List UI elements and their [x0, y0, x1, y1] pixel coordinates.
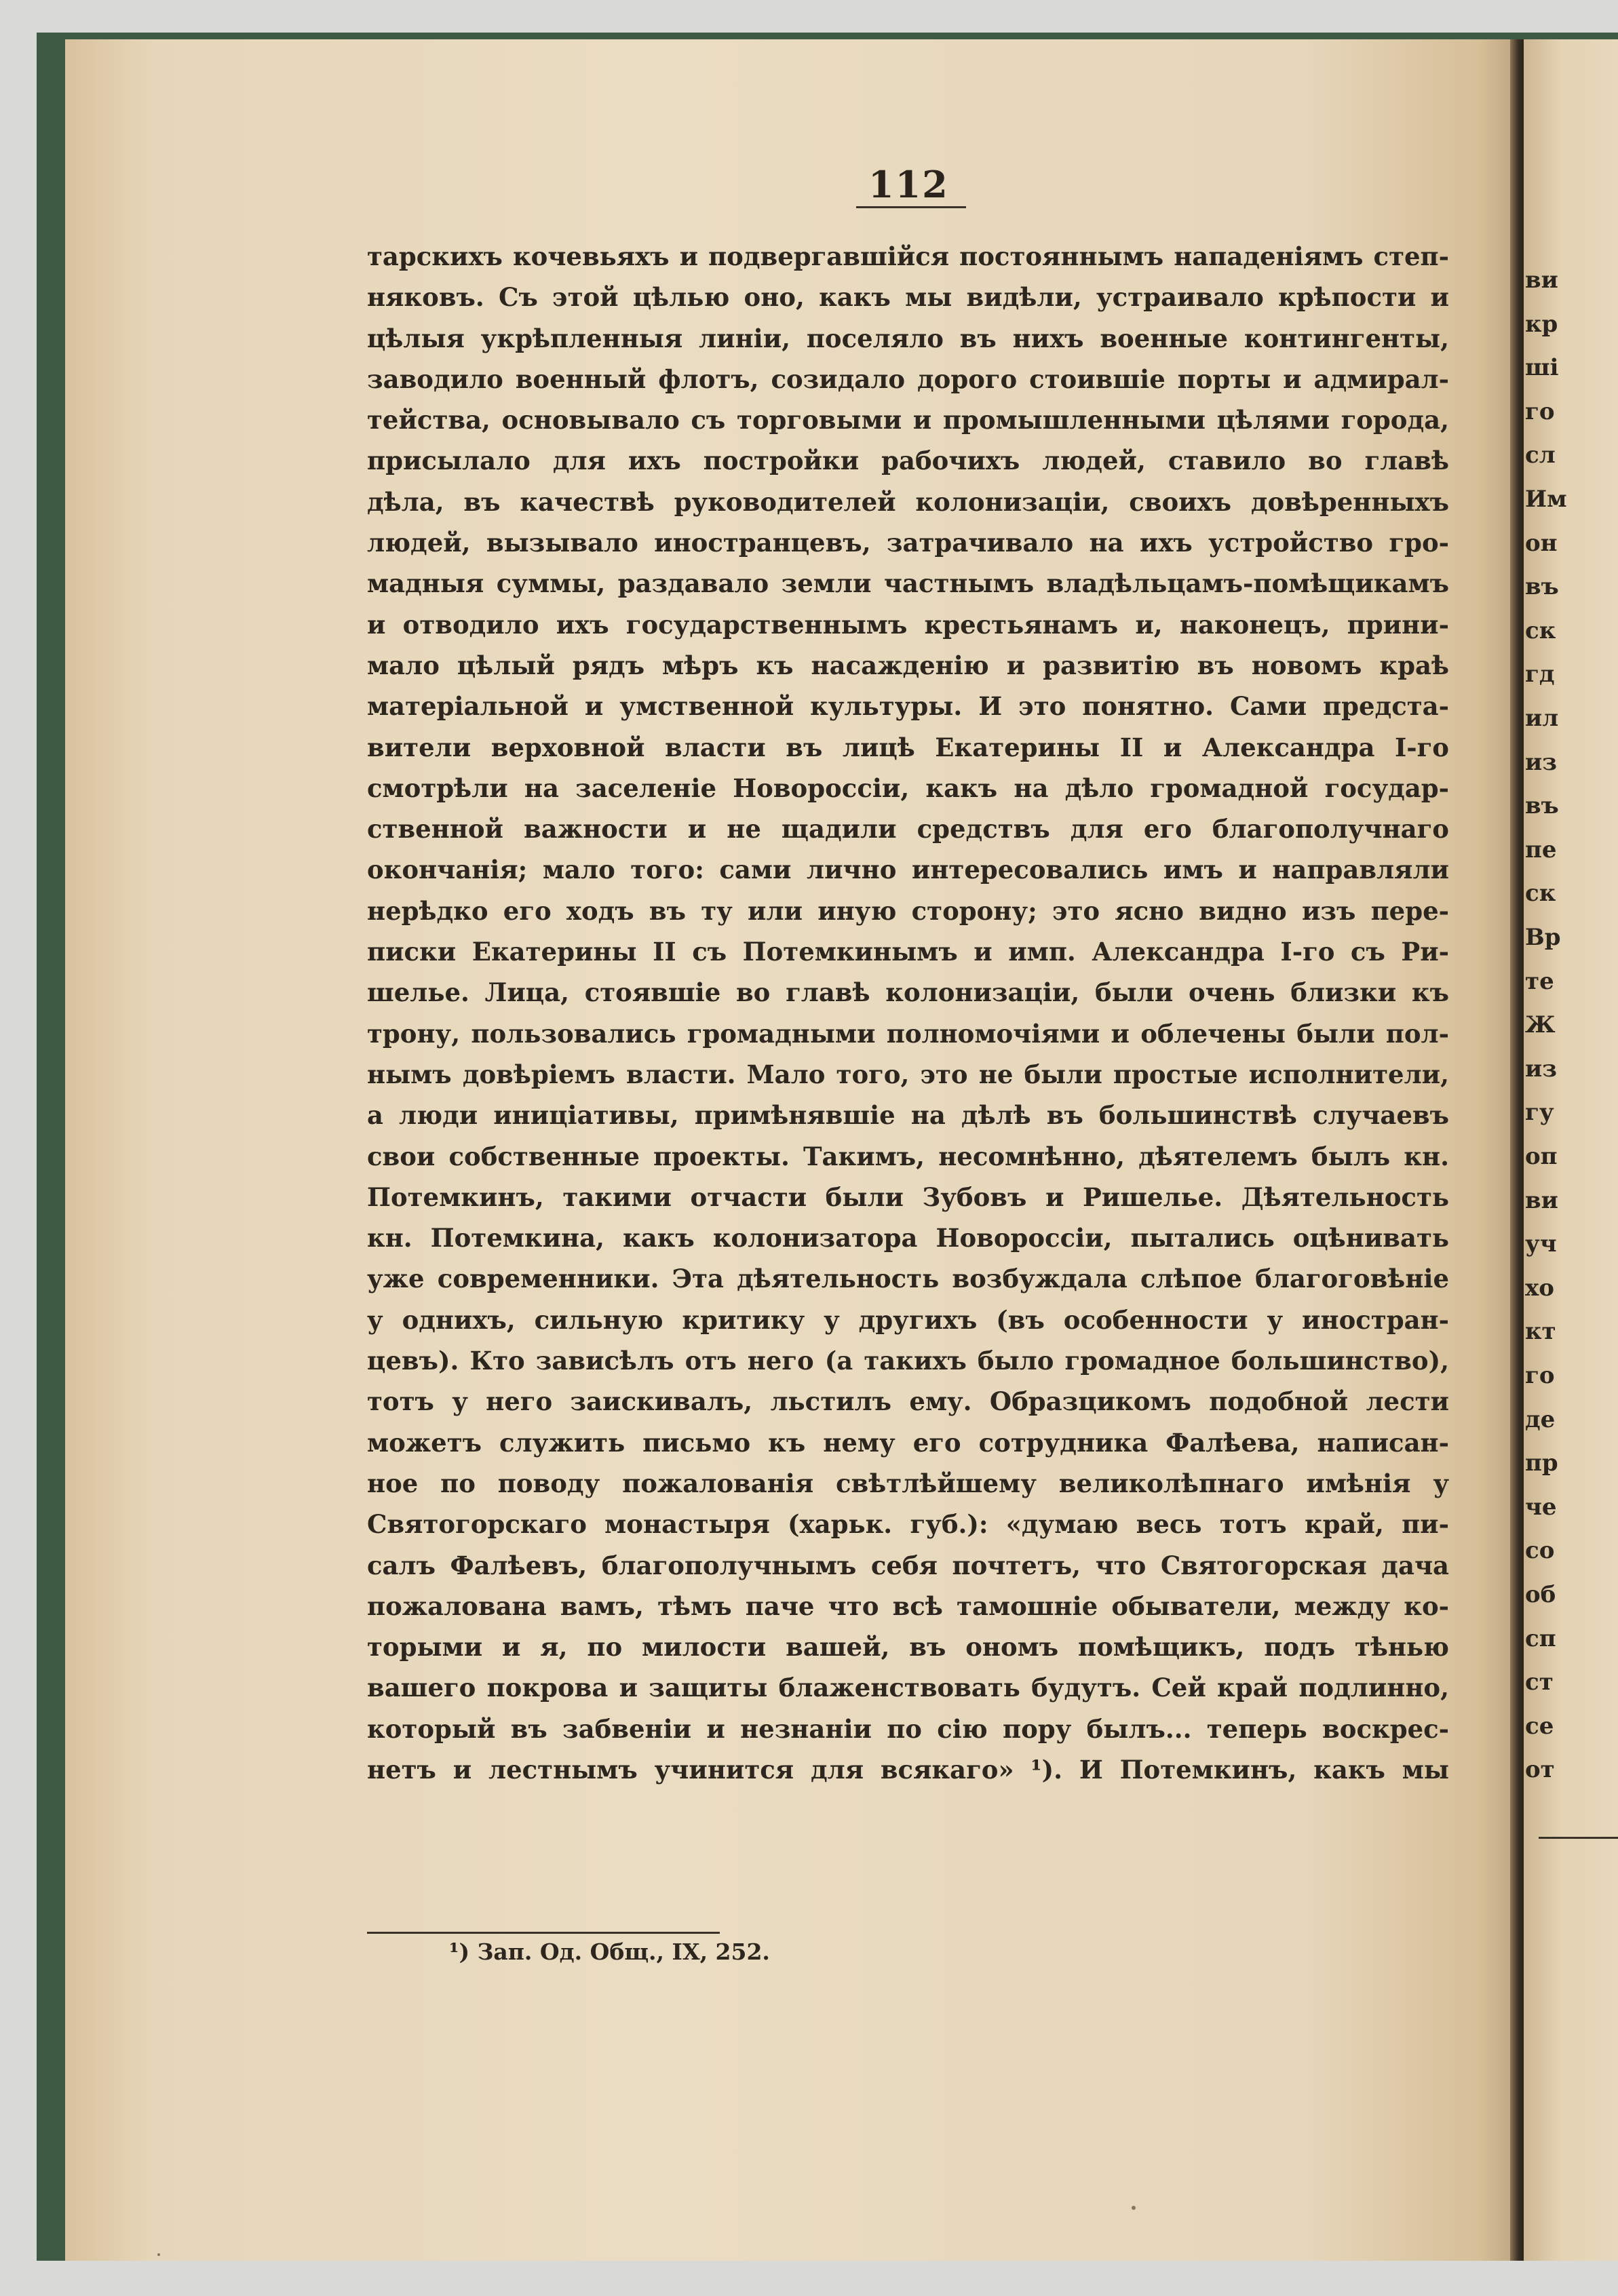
text-line: шелье. Лица, стоявшіе во главѣ колонизаціи, были очень близки къ [367, 977, 1449, 1008]
facing-page-fragment: сл [1525, 442, 1556, 469]
text-line: торыми и я, по милости вашей, въ ономъ помѣщикъ, подъ тѣнью [367, 1632, 1449, 1662]
text-line: трону, пользовались громадными полномочіями и облечены были пол- [367, 1018, 1449, 1049]
text-line: салъ Фалѣевъ, благополучнымъ себя почтетъ, что Святогорская дача [367, 1550, 1449, 1580]
facing-page-fragment: об [1525, 1581, 1556, 1608]
book-page-right-edge [1524, 39, 1618, 2261]
text-line: тарскихъ кочевьяхъ и подвергавшійся постояннымъ нападеніямъ степ- [367, 241, 1449, 271]
facing-page-fragment: че [1525, 1493, 1557, 1521]
facing-page-fragment: уч [1525, 1230, 1557, 1258]
facing-page-fragment: пр [1525, 1449, 1558, 1477]
text-line: смотрѣли на заселеніе Новороссіи, какъ на дѣло громадной государ- [367, 773, 1449, 803]
text-line: а люди иниціативы, примѣнявшіе на дѣлѣ въ большинствѣ случаевъ [367, 1100, 1449, 1131]
text-line: заводило военный флотъ, созидало дорого стоившіе порты и адмирал- [367, 364, 1449, 394]
facing-page-fragment: кт [1525, 1318, 1556, 1346]
facing-page-fragment: из [1525, 1055, 1557, 1083]
page-number-underline [856, 206, 966, 208]
facing-page-fragment: Им [1525, 486, 1567, 513]
facing-page-fragment: Вр [1525, 924, 1561, 951]
text-line: мало цѣлый рядъ мѣръ къ насажденію и развитію въ новомъ краѣ [367, 650, 1449, 680]
text-line: нымъ довѣріемъ власти. Мало того, это не были простые исполнители, [367, 1059, 1449, 1089]
facing-page-fragment: ск [1525, 880, 1556, 908]
text-line: у однихъ, сильную критику у другихъ (въ особенности у иностран- [367, 1304, 1449, 1335]
text-line: тейства, основывало съ торговыми и промышленными цѣлями города, [367, 405, 1449, 435]
facing-page-fragment: от [1525, 1756, 1555, 1784]
text-line: и отводило ихъ государственнымъ крестьянамъ и, наконецъ, прини- [367, 609, 1449, 640]
facing-page-fragment: го [1525, 397, 1555, 425]
text-line: Святогорскаго монастыря (харьк. губ.): «думаю весь тотъ край, пи- [367, 1509, 1449, 1540]
text-line: кн. Потемкина, какъ колонизатора Новороссіи, пытались оцѣнивать [367, 1223, 1449, 1253]
facing-page-fragment: ил [1525, 705, 1559, 732]
facing-page-fragment: ви [1525, 1186, 1558, 1214]
text-line: ное по поводу пожалованія свѣтлѣйшему великолѣпнаго имѣнія у [367, 1468, 1449, 1498]
text-line: присылало для ихъ постройки рабочихъ людей, ставило во главѣ [367, 446, 1449, 476]
facing-page-fragment: се [1525, 1712, 1554, 1740]
facing-page-fragment: ви [1525, 267, 1558, 294]
facing-page-fragment: гу [1525, 1099, 1554, 1127]
paper-speck [1132, 2206, 1136, 2210]
text-line: уже современники. Эта дѣятельность возбуждала слѣпое благоговѣніе [367, 1264, 1449, 1294]
facing-page-fragment: ск [1525, 617, 1556, 644]
footnote-marker: ¹) [449, 1939, 470, 1965]
facing-page-fragment: кр [1525, 310, 1558, 338]
text-line: окончанія; мало того: сами лично интересовались имъ и направляли [367, 855, 1449, 885]
text-line: тотъ у него заискивалъ, льстилъ ему. Образцикомъ подобной лести [367, 1386, 1449, 1417]
facing-page-fragment: гд [1525, 661, 1555, 688]
facing-page-fragment: те [1525, 967, 1554, 995]
text-line: можетъ служить письмо къ нему его сотрудника Фалѣева, написан- [367, 1427, 1449, 1458]
footnote [449, 1939, 770, 1965]
facing-page-fragment: въ [1525, 573, 1559, 601]
footnote-text: Зап. Од. Общ., IX, 252. [469, 1939, 770, 1965]
facing-page-fragment: он [1525, 529, 1558, 557]
text-line: пожалована вамъ, тѣмъ паче что всѣ тамошніе обыватели, между ко- [367, 1591, 1449, 1621]
paper-speck [157, 2253, 160, 2256]
facing-page-fragment: пе [1525, 836, 1557, 863]
facing-footnote-rule [1539, 1837, 1618, 1839]
facing-page-fragment: го [1525, 1362, 1555, 1389]
text-line: писки Екатерины II съ Потемкинымъ и имп. Александра I-го съ Ри- [367, 937, 1449, 967]
facing-page-fragment: де [1525, 1405, 1556, 1433]
text-line: нерѣдко его ходъ въ ту или иную сторону; это ясно видно изъ пере- [367, 895, 1449, 926]
footnote-separator [367, 1932, 720, 1934]
text-line: Потемкинъ, такими отчасти были Зубовъ и Ришелье. Дѣятельность [367, 1182, 1449, 1212]
facing-page-fragment: хо [1525, 1274, 1554, 1302]
facing-page-fragment: со [1525, 1537, 1555, 1565]
body-text [367, 236, 1449, 1790]
facing-page-fragment: ст [1525, 1669, 1554, 1696]
text-line: который въ забвеніи и незнаніи по сію пору былъ... теперь воскрес- [367, 1713, 1449, 1744]
page-number: 112 [868, 163, 949, 206]
text-line: нетъ и лестнымъ учинится для всякаго» ¹). И Потемкинъ, какъ мы [367, 1754, 1449, 1785]
text-line: ственной важности и не щадили средствъ для его благополучнаго [367, 814, 1449, 844]
text-line: дѣла, въ качествѣ руководителей колонизаціи, своихъ довѣренныхъ [367, 486, 1449, 517]
text-line: вители верховной власти въ лицѣ Екатерины II и Александра I-го [367, 732, 1449, 762]
facing-page-fragment: въ [1525, 792, 1559, 820]
facing-page-fragment: ші [1525, 354, 1559, 382]
text-line: свои собственные проекты. Такимъ, несомнѣнно, дѣятелемъ былъ кн. [367, 1141, 1449, 1171]
text-line: цевъ). Кто зависѣлъ отъ него (а такихъ было громадное большинство), [367, 1346, 1449, 1376]
text-line: людей, вызывало иностранцевъ, затрачивало на ихъ устройство гро- [367, 528, 1449, 558]
text-line: вашего покрова и защиты блаженствовать будутъ. Сей край подлинно, [367, 1673, 1449, 1703]
facing-page-fragment: из [1525, 748, 1557, 776]
text-line: матеріальной и умственной культуры. И это понятно. Сами предста- [367, 691, 1449, 722]
text-line: няковъ. Съ этой цѣлью оно, какъ мы видѣли, устраивало крѣпости и [367, 282, 1449, 313]
book-gutter [1510, 39, 1524, 2261]
text-line: цѣлыя укрѣпленныя линіи, поселяло въ нихъ военные контингенты, [367, 323, 1449, 353]
facing-page-fragment: оп [1525, 1143, 1558, 1170]
facing-page-fragment: сп [1525, 1624, 1556, 1652]
text-line: мадныя суммы, раздавало земли частнымъ владѣльцамъ-помѣщикамъ [367, 568, 1449, 599]
facing-page-fragment: Ж [1525, 1011, 1556, 1039]
